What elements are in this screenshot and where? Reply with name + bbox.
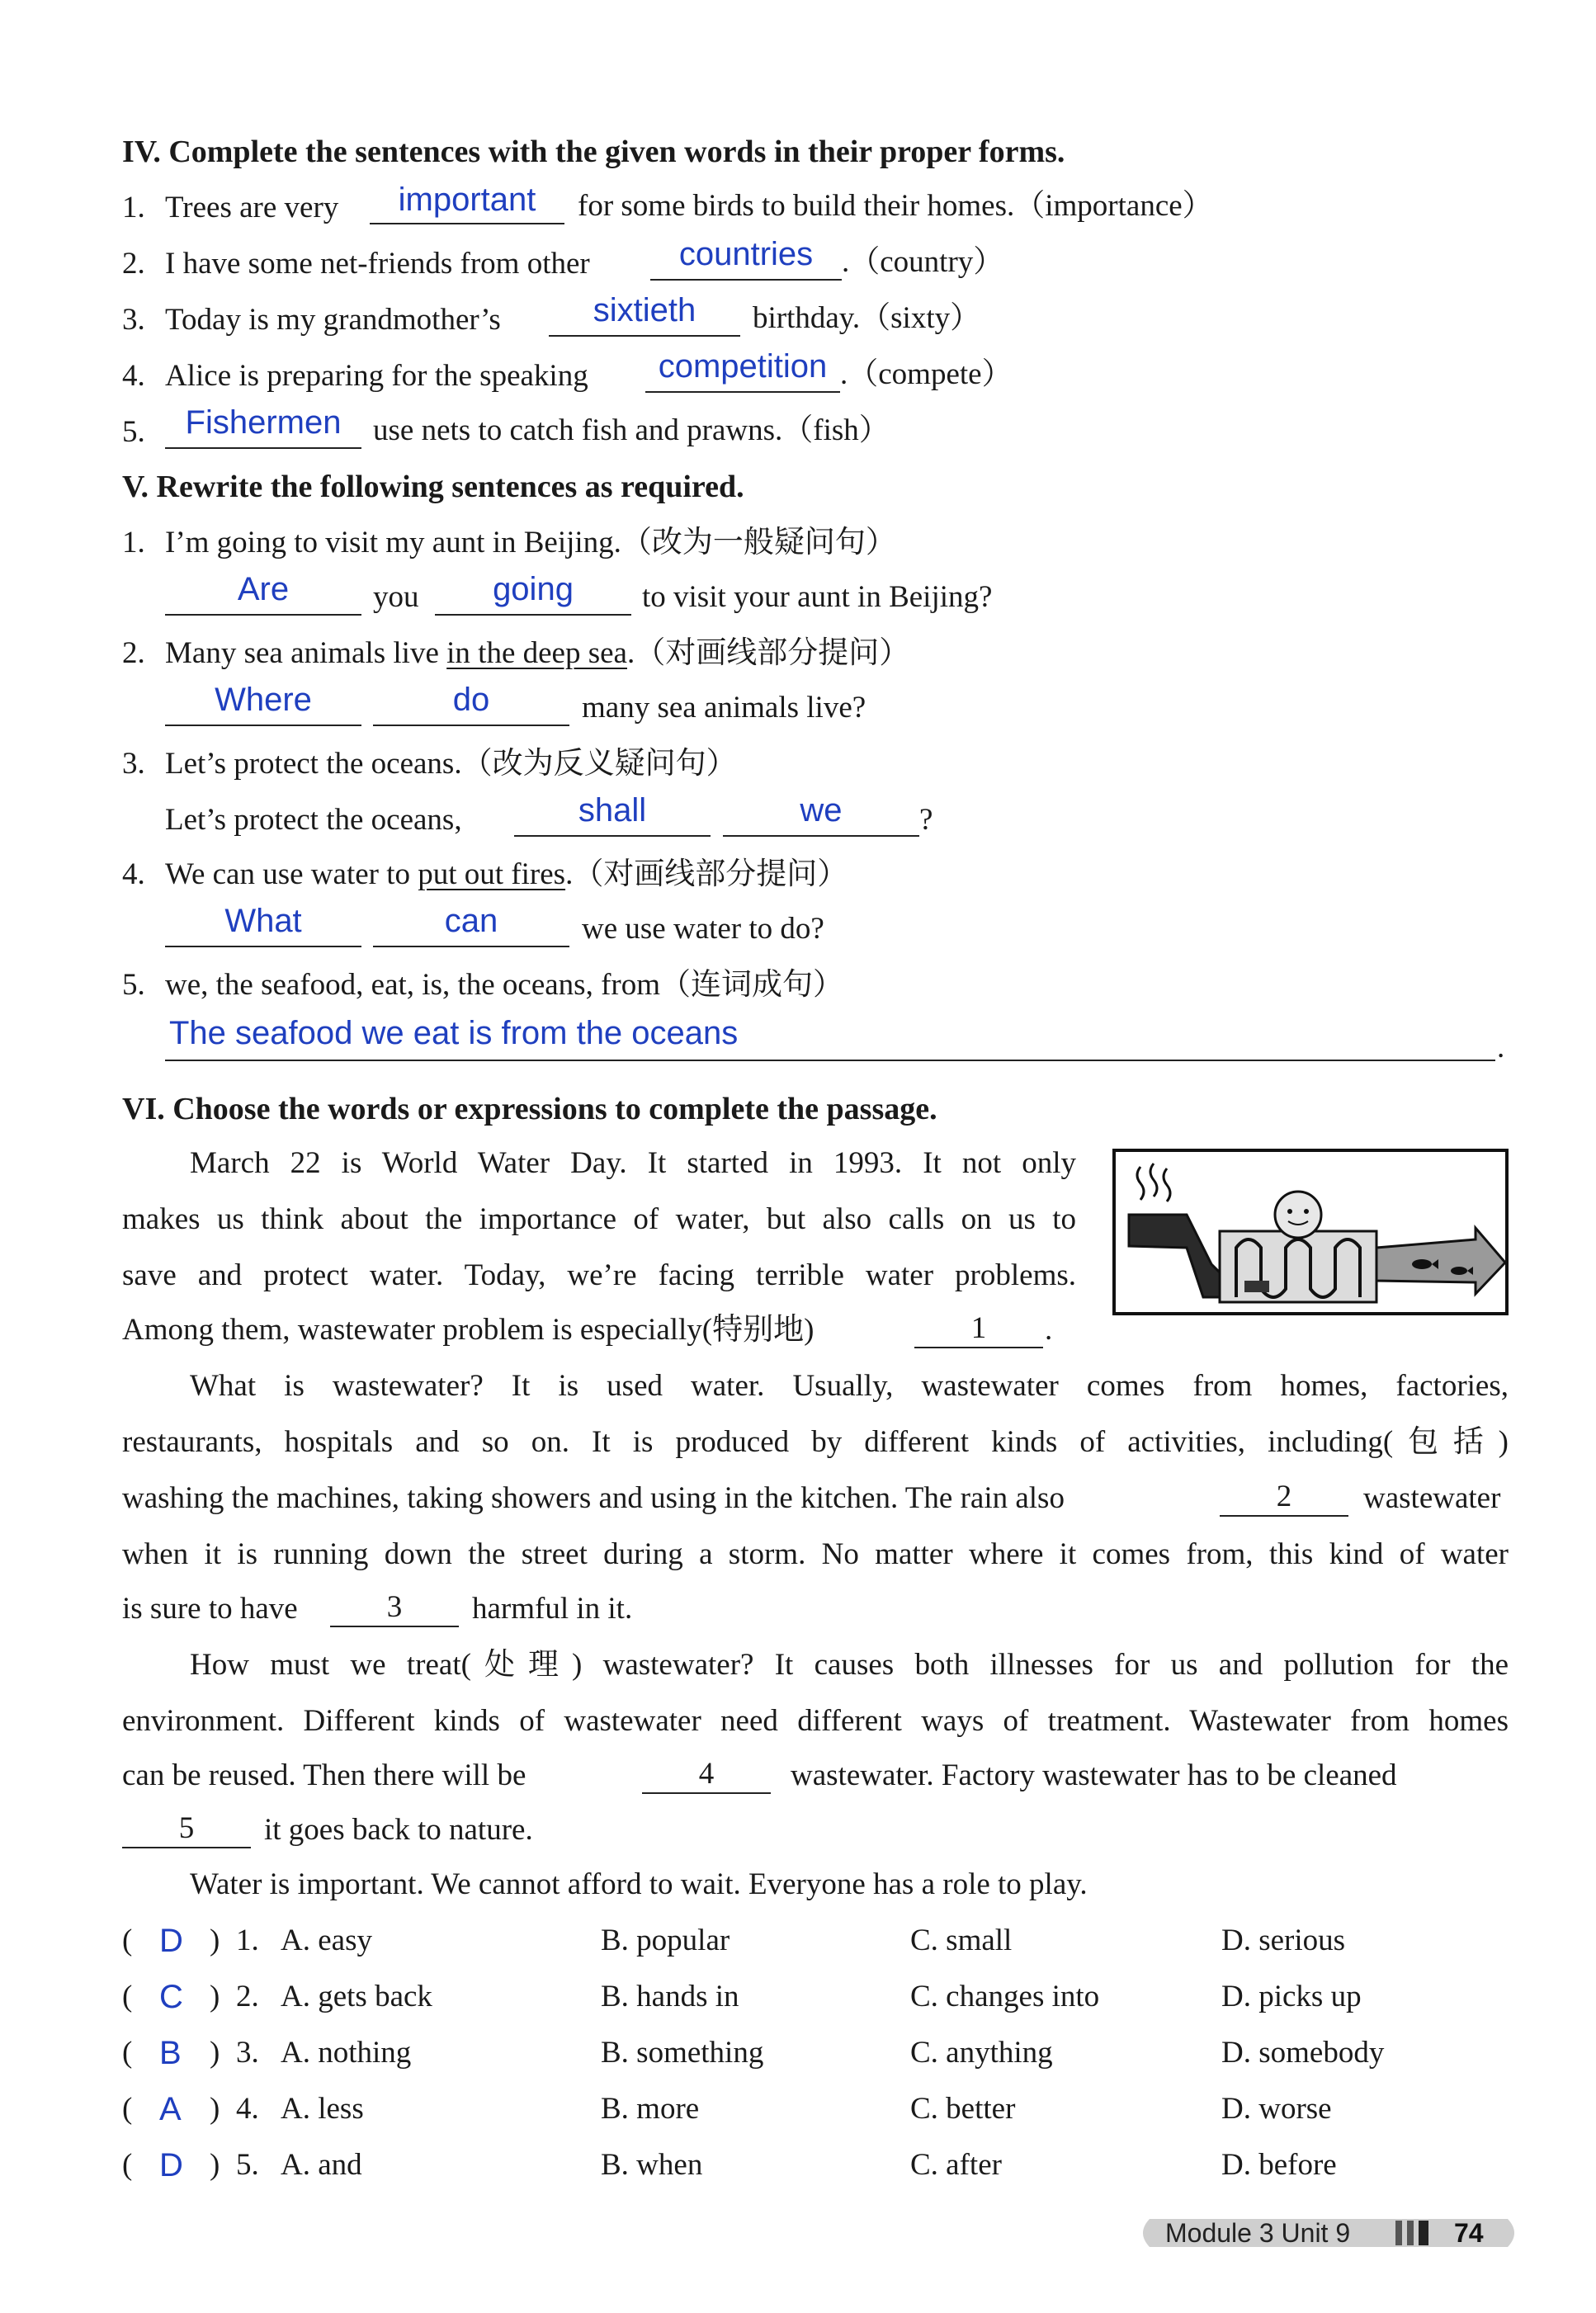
p2-line-1: What is wastewater? It is used water. Usually, wastewater comes from homes, factories, bbox=[190, 1369, 1509, 1403]
choice-1-a[interactable]: A. easy bbox=[281, 1924, 372, 1957]
s5-q2-post: .（对画线部分提问） bbox=[626, 636, 910, 670]
s5-q1-num: 1. bbox=[122, 526, 145, 559]
s4-q5-num: 5. bbox=[122, 415, 145, 449]
s4-q4-blank bbox=[645, 391, 840, 393]
section-6-heading: VI. Choose the words or expressions to complete the passage. bbox=[122, 1092, 937, 1126]
choice-3-d[interactable]: D. somebody bbox=[1221, 2036, 1385, 2070]
s4-q2-before: I have some net-friends from other bbox=[165, 247, 590, 281]
s5-q1-mid: you bbox=[373, 580, 419, 614]
footer-unit-label: Module 3 Unit 9 bbox=[1165, 2218, 1351, 2248]
choice-2-a[interactable]: A. gets back bbox=[281, 1980, 432, 2013]
s4-q4-before: Alice is preparing for the speaking bbox=[165, 359, 588, 393]
s5-q2-prompt bbox=[165, 635, 909, 672]
s5-q1-blank-2 bbox=[435, 614, 631, 616]
p3-line-2: environment. Different kinds of wastewater need different ways of treatment. Wastewater from homes bbox=[122, 1704, 1509, 1738]
s5-q4-num: 4. bbox=[122, 857, 145, 891]
s5-q3-lead: Let’s protect the oceans, bbox=[165, 803, 462, 837]
s5-q1-answer-2[interactable]: going bbox=[493, 571, 574, 607]
s4-q2-num: 2. bbox=[122, 247, 145, 281]
blank-1 bbox=[914, 1347, 1043, 1348]
s5-q4-blank-1 bbox=[165, 946, 361, 947]
choice-5-d[interactable]: D. before bbox=[1221, 2148, 1337, 2182]
s4-q4-answer[interactable]: competition bbox=[658, 348, 828, 385]
p3-line-3-end: wastewater. Factory wastewater has to be cleaned bbox=[791, 1758, 1397, 1792]
choice-2-d[interactable]: D. picks up bbox=[1221, 1980, 1362, 2013]
choice-1-num: 1. bbox=[236, 1924, 259, 1957]
choice-1-paren-open: ( bbox=[122, 1924, 133, 1957]
s4-q2-blank bbox=[650, 279, 842, 281]
blank-4 bbox=[642, 1792, 771, 1794]
p2-line-3: washing the machines, taking showers and using in the kitchen. The rain also bbox=[122, 1481, 1065, 1515]
s5-q4-end: we use water to do? bbox=[582, 912, 824, 946]
choice-3-paren-open: ( bbox=[122, 2036, 133, 2070]
choice-4-paren-open: ( bbox=[122, 2092, 133, 2126]
s5-q5-answer[interactable]: The seafood we eat is from the oceans bbox=[169, 1015, 739, 1051]
blank-2-number: 2 bbox=[1276, 1480, 1292, 1513]
choice-1-paren-close: ) bbox=[210, 1924, 220, 1957]
s5-q4-answer-2[interactable]: can bbox=[444, 903, 498, 939]
choice-5-c[interactable]: C. after bbox=[910, 2148, 1002, 2182]
blank-3 bbox=[330, 1626, 459, 1627]
s4-q1-blank bbox=[370, 223, 564, 224]
p1-line-3: save and protect water. Today, we’re facing terrible water problems. bbox=[122, 1258, 1076, 1292]
s4-q3-num: 3. bbox=[122, 303, 145, 337]
p3-line-4-end: it goes back to nature. bbox=[264, 1813, 533, 1847]
s4-q1-after: for some birds to build their homes.（importance） bbox=[578, 189, 1213, 223]
choice-4-paren-close: ) bbox=[210, 2092, 220, 2126]
p3-line-3: can be reused. Then there will be bbox=[122, 1758, 526, 1792]
s5-q1-end: to visit your aunt in Beijing? bbox=[642, 580, 993, 614]
s5-q5-end: . bbox=[1497, 1031, 1505, 1064]
s4-q2-after: .（country） bbox=[842, 245, 1004, 279]
s5-q3-num: 3. bbox=[122, 747, 145, 781]
s4-q3-before: Today is my grandmother’s bbox=[165, 303, 501, 337]
p1-line-4: Among them, wastewater problem is especially(特别地) bbox=[122, 1313, 815, 1347]
choice-4-a[interactable]: A. less bbox=[281, 2092, 364, 2126]
s5-q4-answer-1[interactable]: What bbox=[224, 903, 302, 939]
s5-q3-blank-2 bbox=[723, 835, 919, 837]
s4-q3-after: birthday.（sixty） bbox=[753, 301, 981, 335]
blank-3-number: 3 bbox=[386, 1590, 403, 1624]
choice-5-answer[interactable]: D bbox=[159, 2147, 183, 2183]
choice-4-b[interactable]: B. more bbox=[601, 2092, 700, 2126]
s5-q4-underlined: put out fires bbox=[418, 857, 566, 891]
choice-4-answer[interactable]: A bbox=[159, 2091, 182, 2127]
s4-q2-answer[interactable]: countries bbox=[678, 236, 814, 272]
blank-4-number: 4 bbox=[698, 1757, 715, 1791]
choice-3-b[interactable]: B. something bbox=[601, 2036, 764, 2070]
p1-line-2: makes us think about the importance of water, but also calls on us to bbox=[122, 1202, 1076, 1236]
s5-q5-prompt: we, the seafood, eat, is, the oceans, from（连词成句） bbox=[165, 968, 844, 1002]
choice-5-paren-open: ( bbox=[122, 2148, 133, 2182]
s5-q4-post: .（对画线部分提问） bbox=[565, 857, 848, 891]
s4-q4-num: 4. bbox=[122, 359, 145, 393]
s4-q3-answer[interactable]: sixtieth bbox=[593, 292, 696, 328]
s4-q5-answer[interactable]: Fishermen bbox=[185, 404, 342, 441]
s5-q5-blank bbox=[165, 1060, 1495, 1061]
s5-q5-num: 5. bbox=[122, 968, 145, 1002]
blank-5 bbox=[122, 1847, 251, 1848]
s5-q2-end: many sea animals live? bbox=[582, 691, 866, 725]
wastewater-treatment-illustration bbox=[1112, 1149, 1509, 1315]
choice-5-a[interactable]: A. and bbox=[281, 2148, 362, 2182]
s5-q4-pre: We can use water to bbox=[165, 857, 418, 891]
choice-1-c[interactable]: C. small bbox=[910, 1924, 1013, 1957]
choice-5-b[interactable]: B. when bbox=[601, 2148, 703, 2182]
s5-q2-answer-2[interactable]: do bbox=[452, 682, 490, 718]
choice-2-num: 2. bbox=[236, 1980, 259, 2013]
s5-q2-blank-2 bbox=[373, 725, 569, 726]
p2-line-5-end: harmful in it. bbox=[472, 1592, 633, 1626]
s5-q2-pre: Many sea animals live bbox=[165, 636, 447, 670]
p3-line-1: How must we treat(处理) wastewater? It causes both illnesses for us and pollution for the bbox=[190, 1648, 1509, 1682]
s5-q3-answer-2[interactable]: we bbox=[800, 792, 843, 828]
choice-2-answer[interactable]: C bbox=[159, 1979, 183, 2015]
section-4-heading: IV. Complete the sentences with the given words in their proper forms. bbox=[122, 135, 1065, 169]
section-5-heading: V. Rewrite the following sentences as required. bbox=[122, 470, 744, 504]
choice-1-answer[interactable]: D bbox=[159, 1923, 183, 1959]
choice-3-a[interactable]: A. nothing bbox=[281, 2036, 412, 2070]
choice-4-d[interactable]: D. worse bbox=[1221, 2092, 1332, 2126]
s5-q1-prompt: I’m going to visit my aunt in Beijing.（改为一般疑问句） bbox=[165, 526, 896, 559]
blank-2 bbox=[1220, 1515, 1348, 1517]
p4-line: Water is important. We cannot afford to wait. Everyone has a role to play. bbox=[190, 1867, 1088, 1901]
p2-line-2: restaurants, hospitals and so on. It is produced by different kinds of activities, including(包括) bbox=[122, 1425, 1509, 1459]
s5-q3-end: ? bbox=[919, 803, 933, 837]
choice-3-c[interactable]: C. anything bbox=[910, 2036, 1053, 2070]
choice-3-paren-close: ) bbox=[210, 2036, 220, 2070]
p1-end: . bbox=[1045, 1313, 1053, 1347]
p2-line-3-end: wastewater bbox=[1363, 1481, 1501, 1515]
s5-q2-answer-1[interactable]: Where bbox=[215, 682, 312, 718]
s4-q3-blank bbox=[549, 335, 740, 337]
s4-q1-answer[interactable]: important bbox=[398, 182, 536, 218]
choice-2-b[interactable]: B. hands in bbox=[601, 1980, 739, 2013]
choice-2-c[interactable]: C. changes into bbox=[910, 1980, 1100, 2013]
choice-1-d[interactable]: D. serious bbox=[1221, 1924, 1346, 1957]
s4-q1-before: Trees are very bbox=[165, 191, 339, 224]
s4-q1-num: 1. bbox=[122, 191, 145, 224]
s5-q2-underlined: in the deep sea bbox=[446, 636, 627, 670]
choice-2-paren-close: ) bbox=[210, 1980, 220, 2013]
s5-q1-answer-1[interactable]: Are bbox=[237, 571, 290, 607]
choice-3-answer[interactable]: B bbox=[159, 2035, 182, 2071]
s5-q2-num: 2. bbox=[122, 636, 145, 670]
s5-q3-blank-1 bbox=[514, 835, 711, 837]
s4-q5-after: use nets to catch fish and prawns.（fish） bbox=[373, 413, 890, 447]
p2-line-4: when it is running down the street during a storm. No matter where it comes from, this kind of water bbox=[122, 1537, 1509, 1571]
blank-1-number: 1 bbox=[970, 1311, 987, 1345]
s5-q3-prompt: Let’s protect the oceans.（改为反义疑问句） bbox=[165, 747, 737, 781]
s5-q4-prompt bbox=[165, 857, 848, 893]
choice-3-num: 3. bbox=[236, 2036, 259, 2070]
footer-page-number: 74 bbox=[1454, 2218, 1484, 2248]
p1-line-1: March 22 is World Water Day. It started in 1993. It not only bbox=[190, 1146, 1076, 1180]
s5-q1-blank-1 bbox=[165, 614, 361, 616]
choice-4-c[interactable]: C. better bbox=[910, 2092, 1016, 2126]
choice-5-num: 5. bbox=[236, 2148, 259, 2182]
s5-q2-blank-1 bbox=[165, 725, 361, 726]
s5-q3-answer-1[interactable]: shall bbox=[578, 792, 647, 828]
blank-5-number: 5 bbox=[178, 1811, 195, 1845]
p2-line-5: is sure to have bbox=[122, 1592, 298, 1626]
choice-1-b[interactable]: B. popular bbox=[601, 1924, 730, 1957]
s4-q5-blank bbox=[165, 447, 361, 449]
choice-2-paren-open: ( bbox=[122, 1980, 133, 2013]
choice-5-paren-close: ) bbox=[210, 2148, 220, 2182]
s4-q4-after: .（compete） bbox=[840, 357, 1013, 391]
s5-q4-blank-2 bbox=[373, 946, 569, 947]
choice-4-num: 4. bbox=[236, 2092, 259, 2126]
